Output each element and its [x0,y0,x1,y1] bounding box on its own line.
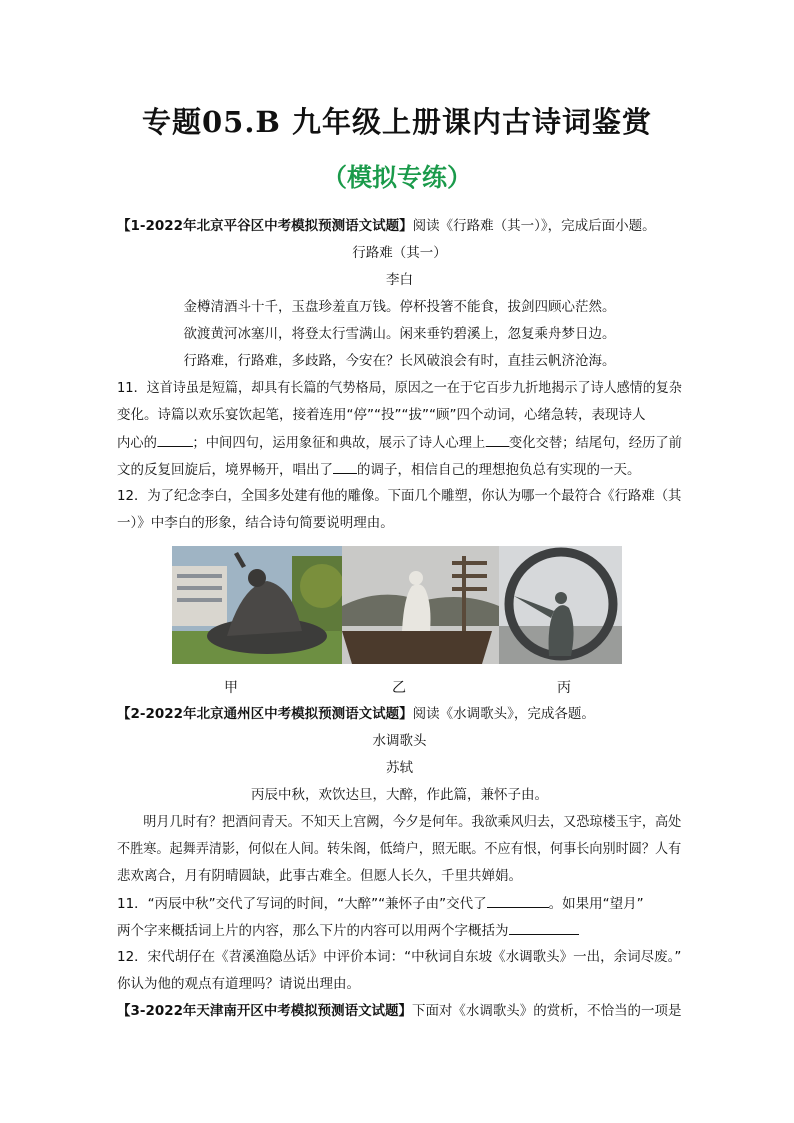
answer-blank[interactable] [333,460,357,474]
page-title: 专题05.B 九年级上册课内古诗词鉴赏 [141,105,653,139]
q2-poem-body: 明月几时有？把酒问青天。不知天上宫阙，今夕是何年。我欲乘风归去，又恐琼楼玉宇，高处 [143,814,682,830]
q2-poem-title: 水调歌头 [372,733,427,749]
q1-author: 李白 [386,272,413,288]
q2-12-text: 你认为他的观点有道理吗？请说出理由。 [117,976,360,992]
answer-blank[interactable] [485,433,509,447]
q1-heading [117,217,682,235]
q2-author: 苏轼 [386,760,413,776]
answer-blank[interactable] [509,921,579,935]
q2-11-text: 两个字来概括词上片的内容，那么下片的内容可以用两个字概括为 [117,921,682,940]
q2-source: 【2-2022年北京通州区中考模拟预测语文试题】 [117,706,413,722]
q1-12-text: 12．为了纪念李白，全国多处建有他的雕像。下面几个雕塑，你认为哪一个最符合《行路难（其 [117,488,682,504]
q3-source: 【3-2022年天津南开区中考模拟预测语文试题】 [117,1003,412,1019]
q1-poem-line: 欲渡黄河冰塞川，将登太行雪满山。闲来垂钓碧溪上，忽复乘舟梦日边。 [183,326,616,342]
q2-12-text: 12．宋代胡仔在《苕溪渔隐丛话》中评价本词：“中秋词自东坡《水调歌头》一出，余词尽废。” [117,949,682,965]
q1-11-text: 变化。诗篇以欢乐宴饮起笔，接着连用“停”“投”“拔”“顾”四个动词，心绪急转，表现诗人 [117,407,646,423]
q3-heading [117,1002,681,1020]
sculpture-photo-bing [499,546,622,664]
photo-caption: 丙 [557,680,571,696]
q1-source: 【1-2022年北京平谷区中考模拟预测语文试题】 [117,218,413,234]
q1-11-text: 文的反复回旋后，境界畅开，唱出了 的调子，相信自己的理想抱负总有实现的一天。 [117,462,641,478]
q1-12-text: 一）》中李白的形象，结合诗句简要说明理由。 [117,515,394,531]
answer-blank[interactable] [157,433,192,447]
q1-poem-title: 行路难（其一） [352,245,447,261]
q2-11-text: 11．“丙辰中秋”交代了写词的时间，“大醉”“兼怀子由”交代了 。如果用“望月” [117,896,644,912]
q1-poem-line: 行路难，行路难，多歧路，今安在？长风破浪会有时，直挂云帆济沧海。 [183,353,616,369]
q2-heading [117,705,682,723]
q2-intro: 阅读《水调歌头》，完成各题。 [412,706,595,722]
sculpture-photo-yi [342,546,499,664]
photo-caption: 甲 [224,680,238,696]
q2-poem-body: 不胜寒。起舞弄清影，何似在人间。转朱阁，低绮户，照无眠。不应有恨，何事长向别时圆？人有 [117,841,682,857]
q2-poem-body: 悲欢离合，月有阴晴圆缺，此事古难全。但愿人长久，千里共婵娟。 [117,868,522,884]
q1-11-text: 11．这首诗虽是短篇，却具有长篇的气势格局，原因之一在于它百步九折地揭示了诗人感情的复杂 [117,380,682,396]
q2-preface: 丙辰中秋，欢饮达旦，大醉，作此篇，兼怀子由。 [251,787,548,803]
q1-poem-line: 金樽清酒斗十千，玉盘珍羞直万钱。停杯投箸不能食，拔剑四顾心茫然。 [183,299,616,315]
sculpture-photos [172,546,622,666]
q3-intro: 下面对《水调歌头》的赏析，不恰当的一项是 [411,1003,682,1019]
q1-intro: 阅读《行路难（其一）》，完成后面小题。 [412,218,656,234]
sculpture-photo-jia [172,546,342,664]
q1-11-text: 内心的 ；中间四句，运用象征和典故，展示了诗人心理上 变化交替；结尾句，经历了前 [117,435,682,451]
photo-caption: 乙 [392,680,406,696]
page-subtitle: （模拟专练） [321,163,472,192]
answer-blank[interactable] [487,894,549,908]
